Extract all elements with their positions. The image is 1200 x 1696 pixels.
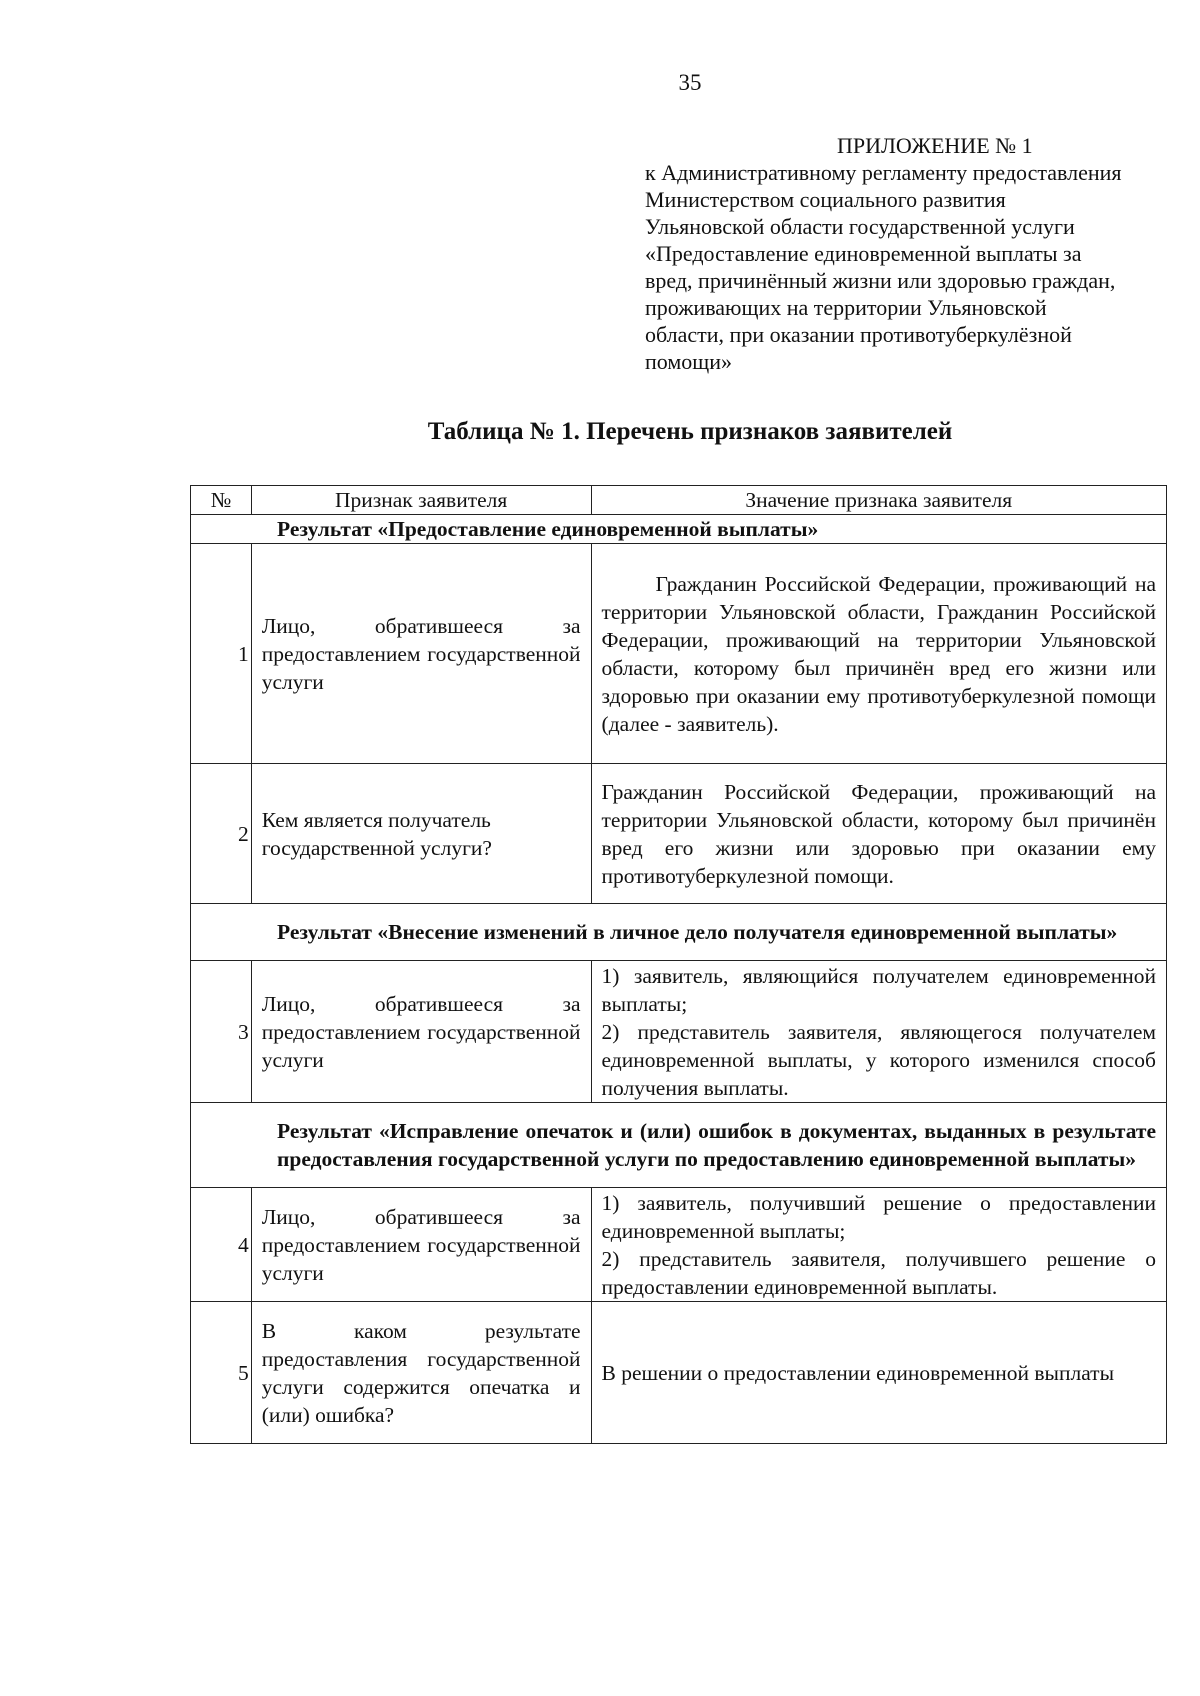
appendix-line: к Административному регламенту предоставления <box>645 160 1122 185</box>
row-number: 1 <box>191 544 252 764</box>
row-value-text: Гражданин Российской Федерации, проживающий на территории Ульяновской области, Гражданин Российской Федерации, проживающий на территории Ульяновской области, которому был причинён вред его жизни или здоровью при оказании ему противотуберкулезной помощи (далее - заявитель). <box>601 571 1156 736</box>
row-number: 2 <box>191 764 252 904</box>
row-number: 4 <box>191 1188 252 1302</box>
result-title: Результат «Исправление опечаток и (или) ошибок в документах, выданных в результате предоставления государственной услуги по предоставлению единовременной выплаты» <box>191 1103 1167 1188</box>
result-row <box>191 1103 1167 1188</box>
row-value-item: 1) заявитель, получивший решение о предоставлении единовременной выплаты; <box>601 1190 1156 1243</box>
table-row <box>191 961 1167 1103</box>
row-attribute: В каком результате предоставления государственной услуги содержится опечатка и (или) ошибка? <box>251 1302 591 1444</box>
appendix-line: вред, причинённый жизни или здоровью граждан, <box>645 268 1116 293</box>
result-row <box>191 904 1167 961</box>
row-value <box>591 961 1166 1103</box>
appendix-line: проживающих на территории Ульяновской <box>645 295 1047 320</box>
row-attribute: Кем является получатель государственной услуги? <box>251 764 591 904</box>
appendix-line: «Предоставление единовременной выплаты за <box>645 241 1082 266</box>
row-attribute: Лицо, обратившееся за предоставлением государственной услуги <box>251 544 591 764</box>
row-attribute: Лицо, обратившееся за предоставлением государственной услуги <box>251 1188 591 1302</box>
appendix-line: Министерством социального развития <box>645 187 1006 212</box>
row-value-item: 2) представитель заявителя, получившего решение о предоставлении единовременной выплаты. <box>601 1246 1156 1299</box>
row-value <box>591 1188 1166 1302</box>
table-row <box>191 1188 1167 1302</box>
table-row <box>191 544 1167 764</box>
table-title: Таблица № 1. Перечень признаков заявителей <box>427 418 953 445</box>
row-number: 5 <box>191 1302 252 1444</box>
row-value: В решении о предоставлении единовременной выплаты <box>591 1302 1166 1444</box>
appendix-line: области, при оказании противотуберкулёзной <box>645 322 1072 347</box>
appendix-title: ПРИЛОЖЕНИЕ № 1 <box>837 133 1033 158</box>
row-number: 3 <box>191 961 252 1103</box>
row-value-item: 1) заявитель, являющийся получателем единовременной выплаты; <box>601 963 1156 1016</box>
row-value <box>591 544 1166 764</box>
row-value: Гражданин Российской Федерации, проживающий на территории Ульяновской области, которому был причинён вред его жизни или здоровью при оказании ему противотуберкулезной помощи. <box>591 764 1166 904</box>
table-header-row <box>191 486 1167 515</box>
header-attribute: Признак заявителя <box>251 486 591 515</box>
appendix-line: помощи» <box>645 349 732 374</box>
page-number: 35 <box>678 70 702 95</box>
table-row <box>191 1302 1167 1444</box>
header-value: Значение признака заявителя <box>591 486 1166 515</box>
appendix-block <box>645 132 1185 375</box>
header-number: № <box>191 486 252 515</box>
table-row <box>191 764 1167 904</box>
result-title: Результат «Предоставление единовременной выплаты» <box>191 515 1167 544</box>
result-title: Результат «Внесение изменений в личное дело получателя единовременной выплаты» <box>191 904 1167 961</box>
appendix-line: Ульяновской области государственной услуги <box>645 214 1075 239</box>
row-value-item: 2) представитель заявителя, являющегося получателем единовременной выплаты, у которого изменился способ получения выплаты. <box>601 1019 1156 1100</box>
applicant-attributes-table <box>190 485 1167 1444</box>
row-attribute: Лицо, обратившееся за предоставлением государственной услуги <box>251 961 591 1103</box>
result-row <box>191 515 1167 544</box>
